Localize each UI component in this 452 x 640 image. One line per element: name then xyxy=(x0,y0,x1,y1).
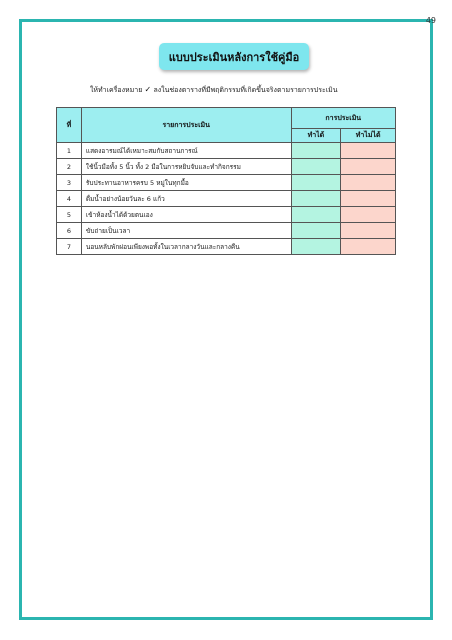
table-row xyxy=(57,159,396,175)
page-title xyxy=(159,43,309,70)
can-checkbox-cell[interactable] xyxy=(291,191,341,207)
can-checkbox-cell[interactable] xyxy=(291,175,341,191)
row-item: แสดงอารมณ์ได้เหมาะสมกับสถานการณ์ xyxy=(81,143,291,159)
instruction-before: ให้ทำเครื่องหมาย xyxy=(90,86,143,94)
instruction-text xyxy=(90,85,338,96)
cannot-checkbox-cell[interactable] xyxy=(341,239,396,255)
cannot-checkbox-cell[interactable] xyxy=(341,175,396,191)
assessment-table xyxy=(56,107,396,255)
row-number: 2 xyxy=(57,159,82,175)
can-checkbox-cell[interactable] xyxy=(291,239,341,255)
row-item: ดื่มน้ำอย่างน้อยวันละ 6 แก้ว xyxy=(81,191,291,207)
row-number: 4 xyxy=(57,191,82,207)
cannot-checkbox-cell[interactable] xyxy=(341,191,396,207)
header-no: ที่ xyxy=(57,108,82,143)
row-number: 3 xyxy=(57,175,82,191)
table-row xyxy=(57,239,396,255)
table-row xyxy=(57,207,396,223)
row-item: นอนหลับพักผ่อนเพียงพอทั้งในเวลากลางวันและกลางคืน xyxy=(81,239,291,255)
can-checkbox-cell[interactable] xyxy=(291,143,341,159)
row-number: 1 xyxy=(57,143,82,159)
table-row xyxy=(57,143,396,159)
table-row xyxy=(57,223,396,239)
page-title-text: แบบประเมินหลังการใช้คู่มือ xyxy=(168,50,300,64)
table-row xyxy=(57,191,396,207)
row-item: ใช้นิ้วมือทั้ง 5 นิ้ว ทั้ง 2 มือในการหยิบจับและทำกิจกรรม xyxy=(81,159,291,175)
row-number: 7 xyxy=(57,239,82,255)
header-can: ทำได้ xyxy=(291,129,341,143)
cannot-checkbox-cell[interactable] xyxy=(341,223,396,239)
row-number: 6 xyxy=(57,223,82,239)
instruction-after: ลงในช่องตารางที่มีพฤติกรรมที่เกิดขึ้นจริงตามรายการประเมิน xyxy=(153,86,338,94)
can-checkbox-cell[interactable] xyxy=(291,207,341,223)
table-row xyxy=(57,175,396,191)
can-checkbox-cell[interactable] xyxy=(291,159,341,175)
row-item: รับประทานอาหารครบ 5 หมู่ในทุกมื้อ xyxy=(81,175,291,191)
row-item: เข้าห้องน้ำได้ด้วยตนเอง xyxy=(81,207,291,223)
cannot-checkbox-cell[interactable] xyxy=(341,207,396,223)
can-checkbox-cell[interactable] xyxy=(291,223,341,239)
row-item: ขับถ่ายเป็นเวลา xyxy=(81,223,291,239)
header-item: รายการประเมิน xyxy=(81,108,291,143)
checkmark-icon: ✓ xyxy=(144,85,152,94)
row-number: 5 xyxy=(57,207,82,223)
cannot-checkbox-cell[interactable] xyxy=(341,159,396,175)
page-number: 49 xyxy=(425,16,436,25)
cannot-checkbox-cell[interactable] xyxy=(341,143,396,159)
header-cannot: ทำไม่ได้ xyxy=(341,129,396,143)
header-assessment: การประเมิน xyxy=(291,108,395,129)
